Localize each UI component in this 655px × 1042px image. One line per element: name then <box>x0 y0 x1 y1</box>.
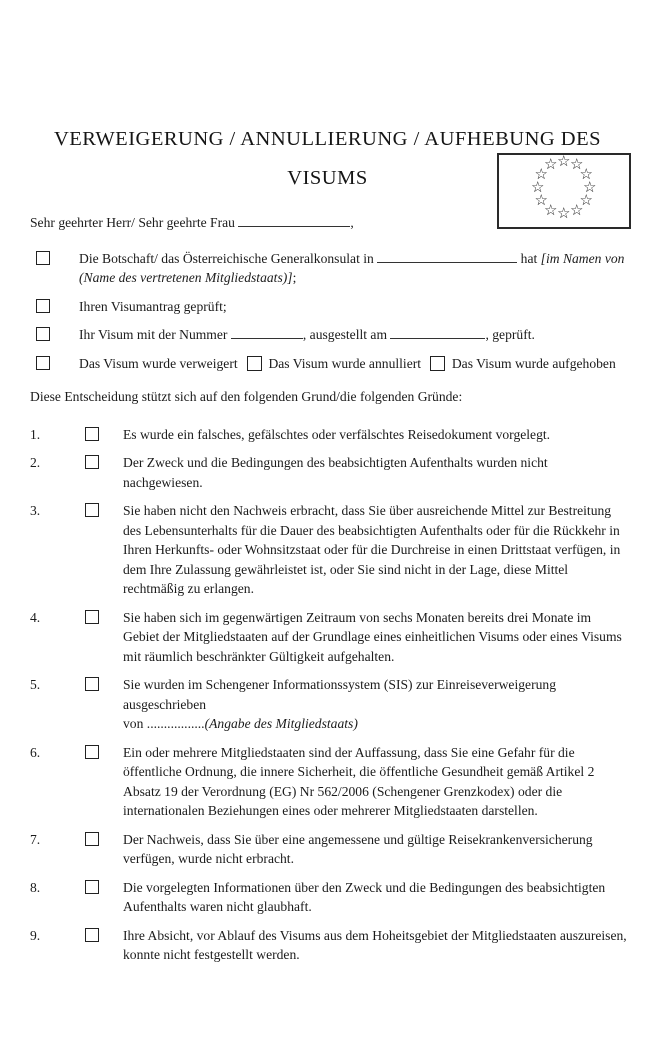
consulate-location-blank-field[interactable] <box>377 249 517 263</box>
annulled-checkbox[interactable] <box>430 356 445 371</box>
greeting-text: Sehr geehrter Herr/ Sehr geehrte Frau <box>30 215 235 230</box>
reason-8-number: 8. <box>30 879 41 895</box>
intro-row-outcome <box>30 354 630 374</box>
reason-row-5 <box>30 675 630 734</box>
eu-star-icon: ☆ <box>544 157 558 174</box>
embassy-text-italic: [im Namen von (Name des vertretenen Mitgliedstaats)] <box>79 250 625 285</box>
embassy-text-pre: Die Botschaft/ das Österreichische Generalkonsulat in <box>79 250 374 266</box>
reason-7-checkbox[interactable] <box>85 832 99 846</box>
reason-row-3 <box>30 501 630 599</box>
eu-star-icon: ☆ <box>557 154 571 170</box>
eu-star-icon: ☆ <box>534 167 548 183</box>
visa-number-text-pre: Ihr Visum mit der Nummer <box>79 327 228 342</box>
reason-5-italic-note: (Angabe des Mitgliedstaats) <box>204 716 358 731</box>
eu-star-icon: ☆ <box>579 193 593 209</box>
outcome-checkbox[interactable] <box>36 356 50 370</box>
reason-7-text: Der Nachweis, dass Sie über eine angemessene und gültige Reisekrankenversicherung verfügen, wurde nicht erbracht. <box>123 831 593 866</box>
reason-3-number: 3. <box>30 503 41 518</box>
intro-row-embassy-text <box>79 249 630 288</box>
outcome-revoked-label: Das Visum wurde aufgehoben <box>451 355 616 371</box>
title-line-2: VISUMS <box>287 167 368 189</box>
eu-star-icon: ☆ <box>534 193 548 209</box>
reason-row-9 <box>30 926 630 965</box>
reason-1-text: Es wurde ein falsches, gefälschtes oder verfälschtes Reisedokument vorgelegt. <box>123 426 551 442</box>
outcome-text <box>79 354 630 374</box>
reason-5-main-text: Sie wurden im Schengener Informationssystem (SIS) zur Einreiseverweigerung ausgeschrieben <box>123 677 556 712</box>
reason-9-number: 9. <box>30 927 41 943</box>
addressee-name-blank-field[interactable] <box>238 213 350 227</box>
reason-row-1 <box>30 425 630 445</box>
reason-8-checkbox[interactable] <box>85 880 99 894</box>
embassy-text-hat: hat <box>520 250 538 266</box>
visa-number-blank-field[interactable] <box>231 325 303 339</box>
intro-row-embassy <box>30 249 630 288</box>
reason-5-checkbox[interactable] <box>85 677 99 691</box>
reason-9-text: Ihre Absicht, vor Ablauf des Visums aus dem Hoheitsgebiet der Mitgliedstaaten auszureisen, konnte nicht festgestellt werden. <box>123 927 627 962</box>
reason-7-number: 7. <box>30 831 41 847</box>
reason-8-text: Die vorgelegten Informationen über den Zweck und die Bedingungen des beabsichtigten Aufenthalts waren nicht glaubhaft. <box>123 879 606 914</box>
reason-4-number: 4. <box>30 609 41 625</box>
eu-star-icon: ☆ <box>570 157 584 174</box>
visa-number-text-mid: , ausgestellt am <box>302 327 388 342</box>
reason-6-number: 6. <box>30 744 41 760</box>
eu-flag <box>497 153 631 229</box>
application-checkbox[interactable] <box>36 299 50 313</box>
reason-row-4 <box>30 608 630 667</box>
intro-row-application <box>30 297 630 317</box>
reason-row-7 <box>30 830 630 869</box>
eu-star-icon: ☆ <box>544 202 558 219</box>
document-page <box>0 120 655 1042</box>
reason-3-checkbox[interactable] <box>85 503 99 517</box>
embassy-checkbox[interactable] <box>36 251 50 265</box>
reason-2-number: 2. <box>30 455 41 470</box>
reason-row-6 <box>30 743 630 821</box>
reason-3-text: Sie haben nicht den Nachweis erbracht, dass Sie über ausreichende Mittel zur Bestreitung des Lebensunterhalts für die Dauer des beabsichtigten Aufenthalts oder für die Rückkehr in Ihren Herkunfts- oder Wohnsitzstaat oder für die Durchreise in einen Drittstaat verfügen, in dem Ihre Zulassung gewährleistet ist, oder Sie sind nicht in der Lage, diese Mittel rechtmäßig zu erlangen. <box>123 503 621 596</box>
outcome-annulled-label: Das Visum wurde annulliert <box>268 355 422 371</box>
refused-checkbox[interactable] <box>247 356 262 371</box>
application-text: Ihren Visumantrag geprüft; <box>79 298 227 314</box>
visa-number-text-end: , geprüft. <box>485 327 535 342</box>
reason-row-2 <box>30 453 630 492</box>
reason-6-text: Ein oder mehrere Mitgliedstaaten sind der Auffassung, dass Sie eine Gefahr für die öffentliche Ordnung, die innere Sicherheit, die öffentliche Gesundheit gemäß Artikel 2 Absatz 19 der Verordnung (EG) Nr 562/2006 (Schengener Grenzkodex) oder die internationalen Beziehungen eines oder mehrerer Mitgliedstaaten darstellen. <box>123 744 595 818</box>
decision-intro: Diese Entscheidung stützt sich auf den folgenden Grund/die folgenden Gründe: <box>30 389 463 404</box>
visa-number-checkbox[interactable] <box>36 327 50 341</box>
reason-9-checkbox[interactable] <box>85 928 99 942</box>
reason-1-checkbox[interactable] <box>85 427 99 441</box>
intro-row-visa-number <box>30 325 630 345</box>
reason-5-number: 5. <box>30 677 41 692</box>
reason-2-text: Der Zweck und die Bedingungen des beabsichtigten Aufenthalts wurden nicht nachgewiesen. <box>123 455 548 490</box>
greeting-comma: , <box>350 215 354 230</box>
reasons-list <box>30 425 630 965</box>
embassy-text-end: ; <box>292 270 297 285</box>
eu-star-icon: ☆ <box>579 167 593 183</box>
reason-row-8 <box>30 878 630 917</box>
reason-6-checkbox[interactable] <box>85 745 99 759</box>
outcome-refused-label: Das Visum wurde verweigert <box>79 355 238 371</box>
reason-1-number: 1. <box>30 426 41 442</box>
intro-checkbox-list <box>30 249 630 374</box>
visa-number-text <box>79 325 630 345</box>
eu-star-icon: ☆ <box>583 180 597 196</box>
reason-2-checkbox[interactable] <box>85 455 99 469</box>
eu-star-icon: ☆ <box>570 202 584 219</box>
title-line-1: VERWEIGERUNG / ANNULLIERUNG / AUFHEBUNG DES <box>53 128 602 150</box>
eu-star-icon: ☆ <box>557 206 571 222</box>
reason-4-checkbox[interactable] <box>85 610 99 624</box>
sis-member-state-dotted-field[interactable]: von ................. <box>123 716 205 731</box>
reason-5-text <box>123 675 630 734</box>
reason-4-text: Sie haben sich im gegenwärtigen Zeitraum von sechs Monaten bereits drei Monate im Gebiet der Mitgliedstaaten auf der Grundlage eines einheitlichen Visums oder eines Visums mit räumlich beschränkter Gültigkeit aufgehalten. <box>123 609 622 664</box>
eu-star-icon: ☆ <box>531 180 545 196</box>
issue-date-blank-field[interactable] <box>390 325 485 339</box>
